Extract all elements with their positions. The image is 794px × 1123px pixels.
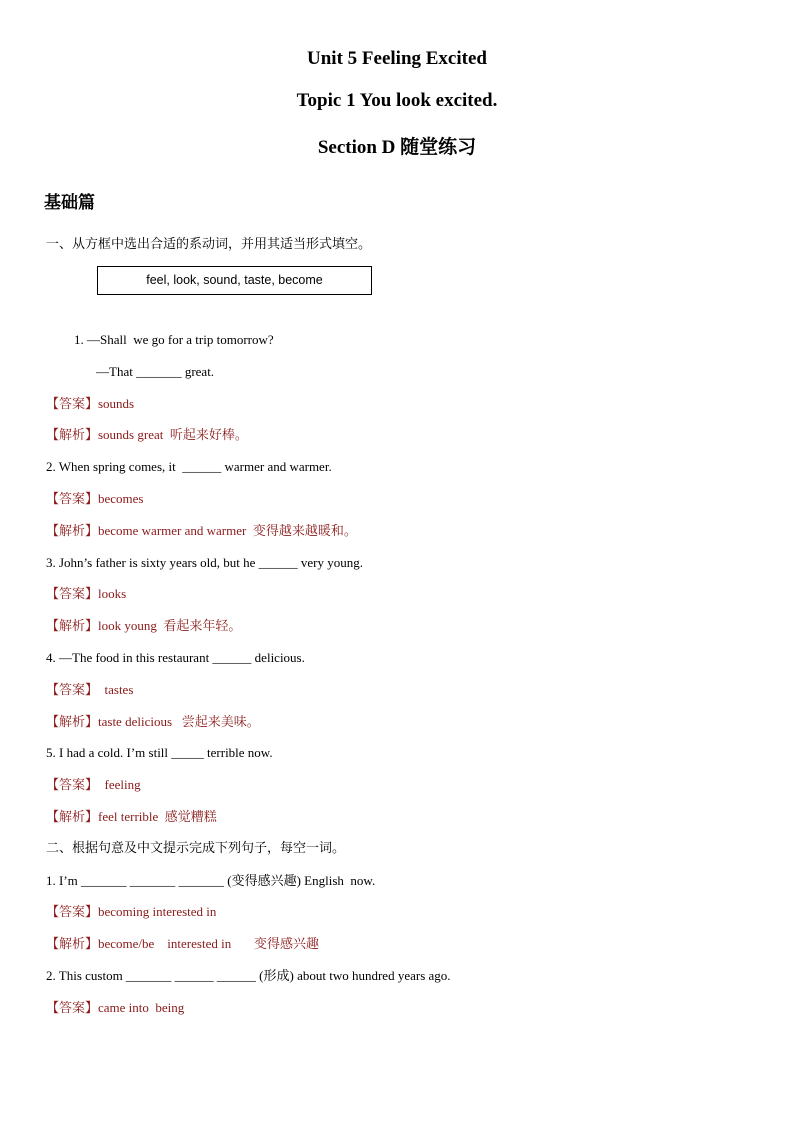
question-1-line-1: 1. —Shall we go for a trip tomorrow?: [74, 332, 274, 347]
question-2: 2. When spring comes, it ______ warmer and warmer.: [46, 459, 332, 474]
question-1-answer: 【答案】sounds: [46, 396, 135, 411]
question-2-explanation: 【解析】become warmer and warmer 变得越来越暖和。: [46, 523, 357, 538]
question-1-line-2: —That _______ great.: [96, 364, 215, 379]
question-4-answer: 【答案】 tastes: [46, 682, 134, 697]
basic-heading: 基础篇: [44, 193, 95, 213]
part2-question-1: 1. I’m _______ _______ _______ (变得感兴趣) English now.: [46, 873, 376, 888]
part1-instruction: 一、从方框中选出合适的系动词，并用其适当形式填空。: [46, 237, 372, 252]
question-5: 5. I had a cold. I’m still _____ terrible now.: [46, 745, 273, 760]
question-3-answer: 【答案】looks: [46, 586, 127, 601]
question-1-explanation: 【解析】sounds great 听起来好棒。: [46, 427, 248, 442]
section-title: Section D 随堂练习: [317, 137, 477, 158]
question-4-explanation: 【解析】taste delicious 尝起来美味。: [46, 714, 260, 729]
question-2-answer: 【答案】becomes: [46, 491, 144, 506]
question-5-answer: 【答案】 feeling: [46, 777, 141, 792]
question-5-explanation: 【解析】feel terrible 感觉糟糕: [46, 809, 217, 824]
part2-question-1-explanation: 【解析】become/be interested in 变得感兴趣: [46, 936, 319, 951]
unit-title: Unit 5 Feeling Excited: [307, 48, 487, 69]
question-3: 3. John’s father is sixty years old, but he ______ very young.: [46, 555, 364, 570]
part2-question-2: 2. This custom _______ ______ ______ (形成) about two hundred years ago.: [46, 968, 451, 983]
part2-question-2-answer: 【答案】came into being: [46, 1000, 185, 1015]
question-4: 4. —The food in this restaurant ______ delicious.: [46, 650, 305, 665]
question-3-explanation: 【解析】look young 看起来年轻。: [46, 618, 242, 633]
topic-title: Topic 1 You look excited.: [296, 90, 498, 111]
part2-question-1-answer: 【答案】becoming interested in: [46, 904, 217, 919]
part2-instruction: 二、根据句意及中文提示完成下列句子，每空一词。: [46, 841, 346, 856]
word-box: feel, look, sound, taste, become: [97, 266, 372, 295]
